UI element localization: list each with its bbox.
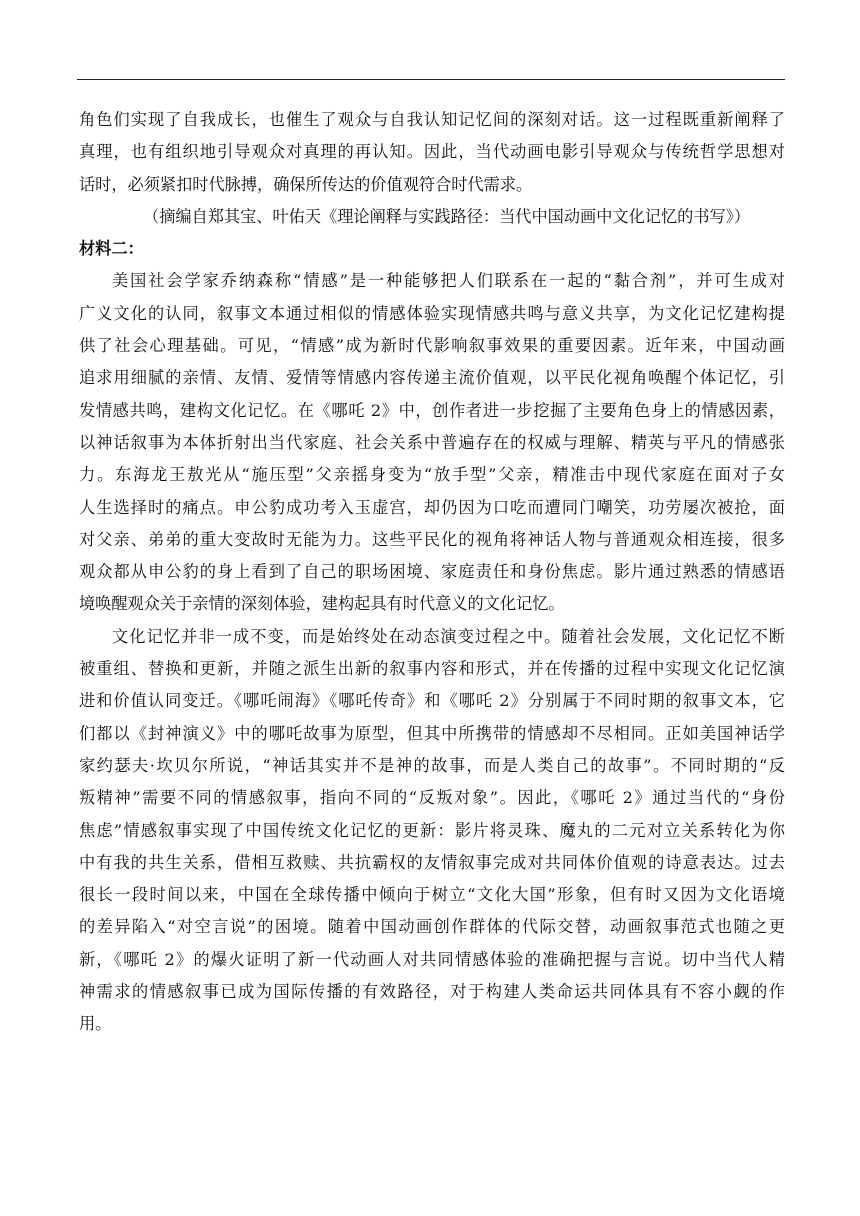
- paragraph-1: [79, 265, 785, 620]
- text-line: 角色们实现了自我成长，也催生了观众与自我认知记忆间的深刻对话。这一过程既重新阐释了: [79, 110, 785, 129]
- text-line: 们都以《封神演义》中的哪吒故事为原型，但其中所携带的情感却不尽相同。正如美国神话学: [79, 723, 785, 743]
- text-line: 很长一段时间以来，中国在全球传播中倾向于树立“文化大国”形象，但有时又因为文化语境: [79, 885, 785, 905]
- continuation-paragraph: [79, 104, 785, 201]
- text-line: 广义文化的认同，叙事文本通过相似的情感体验实现情感共鸣与意义共享，为文化记忆建构提: [79, 303, 785, 323]
- text-line: 神需求的情感叙事已成为国际传播的有效路径，对于构建人类命运共同体具有不容小觑的作: [79, 982, 785, 1002]
- text-line: 话时，必须紧扣时代脉搏，确保所传达的价值观符合时代需求。: [79, 174, 533, 194]
- paragraph-2: [79, 621, 785, 1041]
- text-line: 追求用细腻的亲情、友情、爱情等情感内容传递主流价值观，以平民化视角唤醒个体记忆，引: [79, 368, 785, 388]
- text-line: 供了社会心理基础。可见，“情感”成为新时代影响叙事效果的重要因素。近年来，中国动画: [79, 336, 785, 356]
- text-line: 叛精神”需要不同的情感叙事，指向不同的“反叛对象”。因此，《哪吒 2》通过当代的“身份: [79, 788, 785, 808]
- text-line: 用。: [79, 1014, 112, 1034]
- text-line: 发情感共鸣，建构文化记忆。在《哪吒 2》中，创作者进一步挖掘了主要角色身上的情感因素，: [79, 400, 785, 420]
- section-heading: 材料二：: [79, 239, 144, 259]
- text-line: 焦虑”情感叙事实现了中国传统文化记忆的更新：影片将灵珠、魔丸的二元对立关系转化为你: [79, 820, 785, 840]
- text-line: 被重组、替换和更新，并随之派生出新的叙事内容和形式，并在传播的过程中实现文化记忆演: [79, 659, 785, 679]
- text-line: 进和价值认同变迁。《哪吒闹海》《哪吒传奇》和《哪吒 2》分别属于不同时期的叙事文本，它: [79, 691, 785, 711]
- text-line: 的差异陷入“对空言说”的困境。随着中国动画创作群体的代际交替，动画叙事范式也随之更: [79, 917, 785, 937]
- document-body: [79, 104, 785, 1041]
- text-line: 对父亲、弟弟的重大变故时无能为力。这些平民化的视角将神话人物与普通观众相连接，很多: [79, 529, 785, 549]
- text-line: 境唤醒观众关于亲情的深刻体验，建构起具有时代意义的文化记忆。: [79, 594, 565, 614]
- text-line: 文化记忆并非一成不变，而是始终处在动态演变过程之中。随着社会发展，文化记忆不断: [112, 626, 785, 646]
- text-line: 中有我的共生关系，借相互救赎、共抗霸权的友情叙事完成对共同体价值观的诗意表达。过去: [79, 852, 785, 872]
- text-line: 观众都从申公豹的身上看到了自己的职场困境、家庭责任和身份焦虑。影片通过熟悉的情感语: [79, 562, 785, 582]
- text-line: 家约瑟夫·坎贝尔所说，“神话其实并不是神的故事，而是人类自己的故事”。不同时期的“反: [79, 755, 785, 775]
- text-line: 新，《哪吒 2》的爆火证明了新一代动画人对共同情感体验的准确把握与言说。切中当代人精: [79, 949, 785, 969]
- text-line: 以神话叙事为本体折射出当代家庭、社会关系中普遍存在的权威与理解、精英与平凡的情感张: [79, 432, 785, 452]
- header-rule: [77, 79, 785, 80]
- text-line: 真理，也有组织地引导观众对真理的再认知。因此，当代动画电影引导观众与传统哲学思想对: [79, 142, 785, 162]
- citation: （摘编自郑其宝、叶佑天《理论阐释与实践路径：当代中国动画中文化记忆的书写》）: [143, 206, 751, 226]
- text-line: 力。东海龙王敖光从“施压型”父亲摇身变为“放手型”父亲，精准击中现代家庭在面对子女: [79, 465, 785, 485]
- text-line: 人生选择时的痛点。申公豹成功考入玉虚宫，却仍因为口吃而遭同门嘲笑，功劳屡次被抢，面: [79, 497, 785, 517]
- text-line: 美国社会学家乔纳森称“情感”是一种能够把人们联系在一起的“黏合剂”，并可生成对: [112, 271, 785, 291]
